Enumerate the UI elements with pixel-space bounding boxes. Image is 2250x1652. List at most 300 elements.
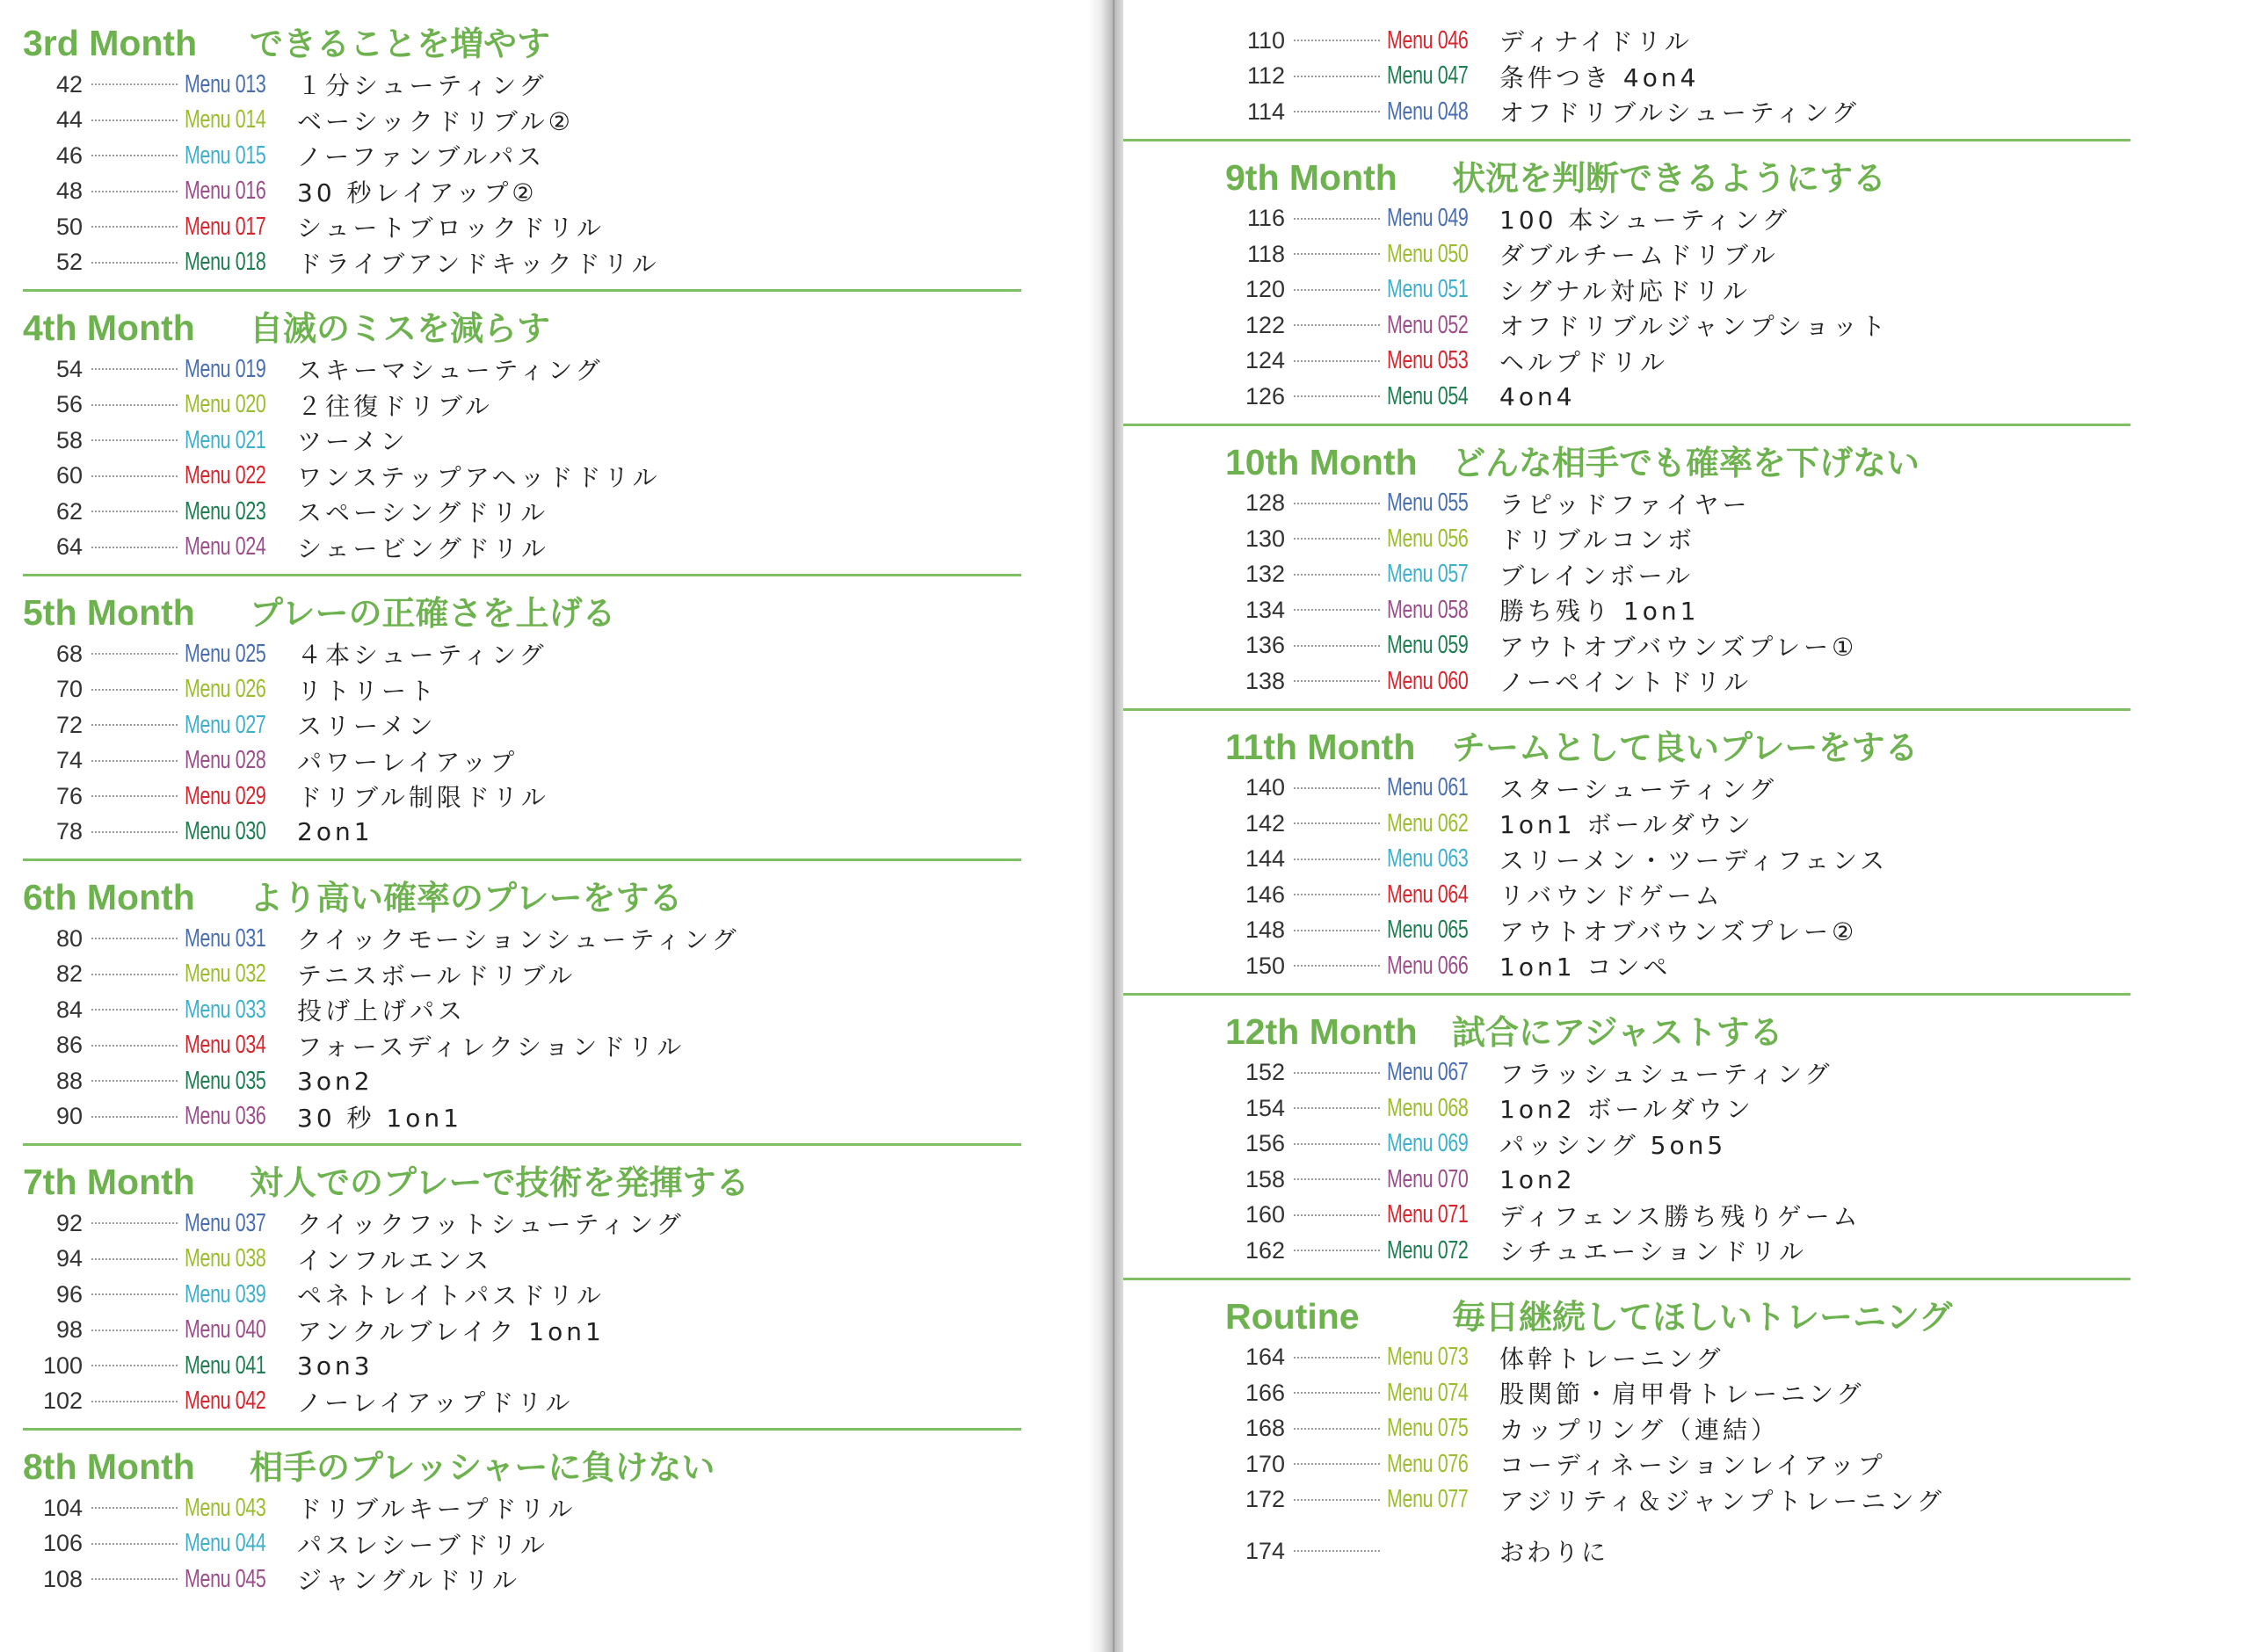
section-month-label: 12th Month <box>1225 1011 1418 1052</box>
page-number: 104 <box>42 1494 83 1521</box>
toc-entry[interactable] <box>1225 663 2250 699</box>
toc-entry[interactable] <box>1225 1233 2250 1269</box>
toc-entry[interactable] <box>1225 486 2250 522</box>
dotted-leader <box>1294 253 1380 255</box>
page-number: 74 <box>55 747 83 774</box>
menu-code: Menu 028 <box>185 746 266 775</box>
page-number: 116 <box>1246 205 1285 232</box>
toc-entry[interactable] <box>23 103 1109 139</box>
page-number: 152 <box>1245 1059 1285 1086</box>
drill-title: 3on3 <box>297 1351 374 1380</box>
page-number: 146 <box>1245 880 1285 908</box>
section-entries <box>1225 486 2250 699</box>
month-section <box>1225 438 2250 711</box>
menu-code: Menu 022 <box>185 461 266 490</box>
page-number: 160 <box>1245 1201 1285 1228</box>
menu-code: Menu 061 <box>1387 773 1469 802</box>
drill-title: 1on1 ボールダウン <box>1499 810 1754 840</box>
menu-code: Menu 037 <box>185 1208 266 1237</box>
drill-title: ヘルプドリル <box>1499 347 1669 377</box>
menu-code: Menu 069 <box>1387 1129 1469 1158</box>
section-entries <box>23 351 1109 565</box>
page-number: 174 <box>1245 1537 1285 1564</box>
page-number: 150 <box>1245 952 1285 979</box>
drill-title: ノーファンブルパス <box>297 142 546 172</box>
dotted-leader <box>91 760 178 762</box>
toc-entry[interactable] <box>1225 948 2250 984</box>
section-heading <box>1225 438 2250 486</box>
section-entries <box>23 636 1109 850</box>
dotted-leader <box>91 547 178 548</box>
drill-title: オフドリブルジャンプショット <box>1499 312 1890 342</box>
menu-code: Menu 015 <box>185 141 266 170</box>
menu-code: Menu 048 <box>1387 97 1469 126</box>
menu-code: Menu 073 <box>1387 1343 1469 1372</box>
page-number: 54 <box>55 355 83 382</box>
page-number: 128 <box>1245 489 1285 517</box>
dotted-leader <box>1294 111 1380 112</box>
drill-title: パッシング 5on5 <box>1499 1130 1727 1160</box>
toc-entry[interactable] <box>1225 23 2250 59</box>
toc-entry[interactable] <box>1225 771 2250 807</box>
toc-entry[interactable] <box>23 957 1109 993</box>
page-number: 114 <box>1246 98 1285 125</box>
dotted-leader <box>91 1507 178 1509</box>
toc-entry[interactable] <box>1225 628 2250 664</box>
section-heading <box>23 873 1109 921</box>
dotted-leader <box>91 1293 178 1295</box>
section-month-label: 10th Month <box>1225 441 1418 482</box>
menu-code: Menu 058 <box>1387 595 1469 624</box>
dotted-leader <box>1294 574 1380 576</box>
drill-title: スリーメン <box>297 712 437 742</box>
toc-entry[interactable] <box>1225 842 2250 878</box>
menu-code: Menu 038 <box>185 1244 266 1273</box>
page-number: 108 <box>42 1565 83 1592</box>
month-section <box>23 589 1109 861</box>
drill-title: 股関節・肩甲骨トレーニング <box>1499 1380 1865 1409</box>
page-number: 98 <box>55 1316 83 1344</box>
drill-title: カップリング（連結） <box>1499 1415 1780 1445</box>
toc-entry[interactable] <box>1225 521 2250 557</box>
drill-title: 30 秒レイアップ② <box>297 178 538 207</box>
menu-code: Menu 025 <box>185 639 266 668</box>
drill-title: 条件つき 4on4 <box>1499 62 1700 92</box>
page-number: 82 <box>55 960 83 988</box>
page-number: 50 <box>55 213 83 240</box>
drill-title: ノーレイアップドリル <box>297 1388 574 1417</box>
left-page <box>0 0 1109 1652</box>
dotted-leader <box>1294 645 1380 647</box>
menu-code: Menu 074 <box>1387 1378 1469 1407</box>
page-number: 52 <box>55 249 83 276</box>
menu-code: Menu 066 <box>1387 951 1469 980</box>
section-heading <box>23 304 1109 351</box>
dotted-leader <box>91 475 178 477</box>
menu-code: Menu 013 <box>185 69 266 98</box>
left-sections <box>23 19 1109 1598</box>
dotted-leader <box>1294 1499 1380 1501</box>
page-number: 130 <box>1245 525 1285 552</box>
drill-title: シェービングドリル <box>297 533 549 563</box>
menu-code: Menu 044 <box>185 1529 266 1558</box>
dotted-leader <box>91 1578 178 1580</box>
dotted-leader <box>1294 930 1380 931</box>
toc-entry[interactable] <box>23 636 1109 672</box>
toc-entry[interactable] <box>23 245 1109 281</box>
menu-code: Menu 042 <box>185 1387 266 1416</box>
right-sections <box>1225 154 2250 1518</box>
dotted-leader <box>91 191 178 192</box>
toc-entry[interactable] <box>23 672 1109 708</box>
toc-entry[interactable] <box>1225 308 2250 344</box>
toc-entry[interactable] <box>1225 1127 2250 1163</box>
drill-title: フラッシュシューティング <box>1499 1059 1833 1089</box>
menu-code: Menu 030 <box>185 817 266 846</box>
section-entries <box>23 1490 1109 1598</box>
toc-entry[interactable] <box>23 1313 1109 1349</box>
menu-code: Menu 027 <box>185 710 266 739</box>
toc-entry[interactable] <box>1225 1533 2250 1569</box>
menu-code: Menu 041 <box>185 1351 266 1380</box>
page-number: 58 <box>55 426 83 453</box>
menu-code: Menu 067 <box>1387 1058 1469 1087</box>
month-section <box>1225 1293 2250 1518</box>
page-number: 142 <box>1245 809 1285 837</box>
menu-code: Menu 070 <box>1387 1164 1469 1193</box>
menu-code: Menu 036 <box>185 1102 266 1131</box>
dotted-leader <box>91 938 178 939</box>
toc-entry[interactable] <box>1225 236 2250 272</box>
page-number: 118 <box>1246 240 1285 267</box>
page-number: 102 <box>42 1388 83 1415</box>
toc-entry[interactable] <box>23 1206 1109 1242</box>
drill-title: フォースディレクションドリル <box>297 1032 686 1061</box>
drill-title: ブレインボール <box>1499 561 1694 591</box>
toc-entry[interactable] <box>1225 806 2250 842</box>
toc-entry[interactable] <box>23 1242 1109 1278</box>
section-divider <box>1123 993 2130 996</box>
section-entries <box>23 1206 1109 1419</box>
menu-code: Menu 076 <box>1387 1449 1469 1478</box>
drill-title: ラピッドファイヤー <box>1499 489 1751 519</box>
toc-entry[interactable] <box>23 1099 1109 1135</box>
toc-entry[interactable] <box>23 351 1109 388</box>
dotted-leader <box>1294 894 1380 895</box>
menu-code: Menu 063 <box>1387 844 1469 873</box>
page-number: 86 <box>55 1032 83 1059</box>
drill-title: 100 本シューティング <box>1499 205 1790 235</box>
drill-title: ワンステップアヘッドドリル <box>297 462 661 492</box>
toc-entry[interactable] <box>23 530 1109 566</box>
toc-entry[interactable] <box>23 459 1109 495</box>
section-divider <box>1123 708 2130 711</box>
page-number: 154 <box>1245 1094 1285 1121</box>
menu-code: Menu 014 <box>185 105 266 134</box>
page-number: 136 <box>1245 632 1285 659</box>
menu-code: Menu 039 <box>185 1279 266 1308</box>
dotted-leader <box>91 653 178 655</box>
drill-title: ドライブアンドキックドリル <box>297 249 660 279</box>
page-number: 172 <box>1245 1486 1285 1513</box>
section-heading <box>23 1158 1109 1206</box>
page-number: 68 <box>55 640 83 667</box>
menu-code: Menu 021 <box>185 425 266 454</box>
page-number: 156 <box>1245 1130 1285 1157</box>
toc-entry[interactable] <box>23 388 1109 424</box>
dotted-leader <box>91 120 178 121</box>
month-section <box>1225 154 2250 426</box>
drill-title: ２往復ドリブル <box>297 391 493 421</box>
dotted-leader <box>1294 1107 1380 1109</box>
menu-code: Menu 060 <box>1387 666 1469 695</box>
month-section <box>23 304 1109 576</box>
dotted-leader <box>91 155 178 156</box>
section-month-label: 4th Month <box>23 308 195 348</box>
section-month-label: 3rd Month <box>23 23 198 63</box>
drill-title: ドリブルキープドリル <box>297 1495 577 1525</box>
menu-code: Menu 051 <box>1387 275 1469 304</box>
menu-code: Menu 045 <box>185 1564 266 1593</box>
section-divider <box>1123 424 2130 426</box>
dotted-leader <box>1294 76 1380 77</box>
section-month-label: 11th Month <box>1225 726 1416 767</box>
month-section <box>1225 723 2250 996</box>
section-heading <box>1225 723 2250 771</box>
toc-entry[interactable] <box>1225 272 2250 308</box>
toc-entry[interactable] <box>1225 1340 2250 1376</box>
drill-title: １分シューティング <box>297 71 548 101</box>
toc-entry[interactable] <box>23 209 1109 245</box>
drill-title: ジャングルドリル <box>297 1566 521 1596</box>
page-number: 106 <box>42 1530 83 1557</box>
dotted-leader <box>91 404 178 406</box>
toc-entry[interactable] <box>23 174 1109 210</box>
toc-entry[interactable] <box>1225 94 2250 130</box>
menu-code: Menu 019 <box>185 354 266 383</box>
toc-entry[interactable] <box>23 1384 1109 1420</box>
section-month-label: 7th Month <box>23 1162 195 1202</box>
menu-code: Menu 024 <box>185 533 266 562</box>
dotted-leader <box>1294 1463 1380 1465</box>
toc-entry[interactable] <box>1225 201 2250 237</box>
menu-code: Menu 018 <box>185 248 266 277</box>
section-month-label: 8th Month <box>23 1446 195 1487</box>
page-number: 120 <box>1245 276 1285 303</box>
drill-title: インフルエンス <box>297 1245 493 1275</box>
page-number: 44 <box>55 106 83 134</box>
drill-title: シチュエーションドリル <box>1499 1237 1808 1267</box>
dotted-leader <box>91 1080 178 1082</box>
toc-entry[interactable] <box>23 1526 1109 1562</box>
drill-title: ペネトレイトパスドリル <box>297 1281 606 1311</box>
section-entries <box>23 921 1109 1134</box>
toc-entry[interactable] <box>23 138 1109 174</box>
month-section <box>23 19 1109 292</box>
section-heading <box>1225 1008 2250 1055</box>
page-number: 132 <box>1245 561 1285 588</box>
dotted-leader <box>91 1116 178 1118</box>
drill-title: シグナル対応ドリル <box>1499 276 1752 306</box>
dotted-leader <box>91 724 178 726</box>
menu-code: Menu 053 <box>1387 346 1469 375</box>
drill-title: 勝ち残り 1on1 <box>1499 597 1700 627</box>
section-divider <box>23 859 1021 861</box>
page-number: 78 <box>55 818 83 845</box>
menu-code: Menu 057 <box>1387 560 1469 589</box>
page-number: 64 <box>55 533 83 561</box>
toc-entry[interactable] <box>23 1277 1109 1313</box>
section-heading <box>23 589 1109 636</box>
dotted-leader <box>1294 965 1380 967</box>
toc-entry[interactable] <box>23 67 1109 103</box>
toc-entry[interactable] <box>1225 913 2250 949</box>
dotted-leader <box>91 1222 178 1224</box>
section-title: 毎日継続してほしいトレーニング <box>1452 1297 1953 1337</box>
month-section <box>23 1158 1109 1431</box>
menu-code: Menu 026 <box>185 675 266 704</box>
menu-code: Menu 050 <box>1387 239 1469 268</box>
dotted-leader <box>91 1258 178 1260</box>
page-number: 90 <box>55 1103 83 1130</box>
page-number: 46 <box>55 141 83 169</box>
drill-title: アウトオブバウンズプレー② <box>1499 917 1858 946</box>
toc-entry[interactable] <box>1225 1090 2250 1127</box>
page-number: 164 <box>1245 1344 1285 1371</box>
menu-code: Menu 062 <box>1387 808 1469 837</box>
menu-code: Menu 059 <box>1387 631 1469 660</box>
page-number: 112 <box>1246 62 1285 90</box>
dotted-leader <box>91 974 178 975</box>
dotted-leader <box>91 262 178 264</box>
toc-entry[interactable] <box>23 921 1109 957</box>
toc-entry[interactable] <box>1225 1482 2250 1518</box>
section-title: 試合にアジャストする <box>1452 1012 1783 1052</box>
page-number: 110 <box>1246 26 1285 54</box>
drill-title: おわりに <box>1499 1538 1609 1568</box>
toc-entry[interactable] <box>1225 59 2250 95</box>
page-number: 124 <box>1245 347 1285 374</box>
drill-title: 1on2 <box>1499 1164 1576 1194</box>
toc-entry[interactable] <box>23 423 1109 459</box>
toc-entry[interactable] <box>1225 379 2250 415</box>
page-number: 168 <box>1245 1415 1285 1442</box>
section-divider <box>23 1143 1021 1146</box>
toc-entry[interactable] <box>23 1063 1109 1099</box>
page-number: 94 <box>55 1245 83 1272</box>
drill-title: ツーメン <box>297 427 409 457</box>
toc-entry[interactable] <box>23 494 1109 530</box>
page-number: 148 <box>1245 917 1285 944</box>
dotted-leader <box>1294 859 1380 860</box>
dotted-leader <box>1294 538 1380 540</box>
menu-code: Menu 049 <box>1387 204 1469 233</box>
toc-entry[interactable] <box>1225 877 2250 913</box>
dotted-leader <box>91 795 178 797</box>
drill-title: アンクルブレイク 1on1 <box>297 1316 605 1346</box>
toc-entry[interactable] <box>23 1561 1109 1598</box>
toc-entry[interactable] <box>1225 1375 2250 1411</box>
page-number: 80 <box>55 924 83 952</box>
menu-code: Menu 032 <box>185 960 266 989</box>
toc-entry[interactable] <box>1225 1055 2250 1091</box>
drill-title: クイックフットシューティング <box>297 1210 685 1240</box>
dotted-leader <box>91 1543 178 1545</box>
ending-entry-block <box>1225 1533 2250 1569</box>
toc-entry[interactable] <box>23 815 1109 851</box>
dotted-leader <box>1294 218 1380 220</box>
toc-entry[interactable] <box>1225 344 2250 380</box>
dotted-leader <box>1294 822 1380 824</box>
dotted-leader <box>1294 1392 1380 1394</box>
menu-code: Menu 071 <box>1387 1200 1469 1229</box>
toc-entry[interactable] <box>1225 557 2250 593</box>
section-title: 相手のプレッシャーに負けない <box>250 1448 715 1487</box>
drill-title: オフドリブルシューティング <box>1499 98 1860 128</box>
menu-code: Menu 034 <box>185 1031 266 1060</box>
page-number: 88 <box>55 1067 83 1094</box>
menu-code: Menu 029 <box>185 781 266 810</box>
toc-entry[interactable] <box>23 1490 1109 1526</box>
section-month-label: 6th Month <box>23 877 195 917</box>
page-number: 76 <box>55 782 83 809</box>
dotted-leader <box>91 368 178 370</box>
drill-title: ノーペイントドリル <box>1499 668 1753 698</box>
toc-entry[interactable] <box>23 779 1109 815</box>
right-top-entries <box>1225 23 2250 141</box>
menu-code: Menu 064 <box>1387 880 1469 909</box>
page-number: 138 <box>1245 667 1285 694</box>
dotted-leader <box>91 1045 178 1047</box>
dotted-leader <box>1294 324 1380 326</box>
drill-title: ダブルチームドリブル <box>1499 241 1779 271</box>
toc-entry[interactable] <box>23 743 1109 779</box>
page-number: 92 <box>55 1209 83 1236</box>
toc-entry[interactable] <box>1225 1446 2250 1482</box>
dotted-leader <box>1294 1143 1380 1145</box>
toc-entry[interactable] <box>23 1028 1109 1064</box>
toc-entry[interactable] <box>23 992 1109 1028</box>
section-title: 状況を判断できるようにする <box>1452 158 1887 198</box>
month-section <box>23 1443 1109 1598</box>
dotted-leader <box>1294 1250 1380 1251</box>
toc-entry[interactable] <box>1225 1411 2250 1447</box>
drill-title: シュートブロックドリル <box>297 214 606 243</box>
drill-title: ドリブル制限ドリル <box>297 783 549 813</box>
toc-entry[interactable] <box>1225 1162 2250 1198</box>
month-section <box>1225 1008 2250 1280</box>
menu-code: Menu 068 <box>1387 1093 1469 1122</box>
right-page <box>1123 0 2250 1652</box>
dotted-leader <box>91 439 178 441</box>
page-number: 96 <box>55 1280 83 1308</box>
drill-title: コーディネーションレイアップ <box>1499 1451 1886 1481</box>
toc-entry[interactable] <box>23 1348 1109 1384</box>
toc-entry[interactable] <box>1225 1198 2250 1234</box>
dotted-leader <box>1294 1178 1380 1180</box>
toc-entry[interactable] <box>1225 592 2250 628</box>
menu-code: Menu 054 <box>1387 381 1469 410</box>
menu-code: Menu 052 <box>1387 310 1469 339</box>
section-title: プレーの正確さを上げる <box>250 594 616 633</box>
drill-title: ドリブルコンボ <box>1499 525 1695 555</box>
dotted-leader <box>91 689 178 691</box>
toc-entry[interactable] <box>23 707 1109 743</box>
section-heading <box>23 19 1109 67</box>
drill-title: スターシューティング <box>1499 774 1778 804</box>
section-title: チームとして良いプレーをする <box>1452 728 1919 767</box>
section-entries <box>1225 1340 2250 1518</box>
